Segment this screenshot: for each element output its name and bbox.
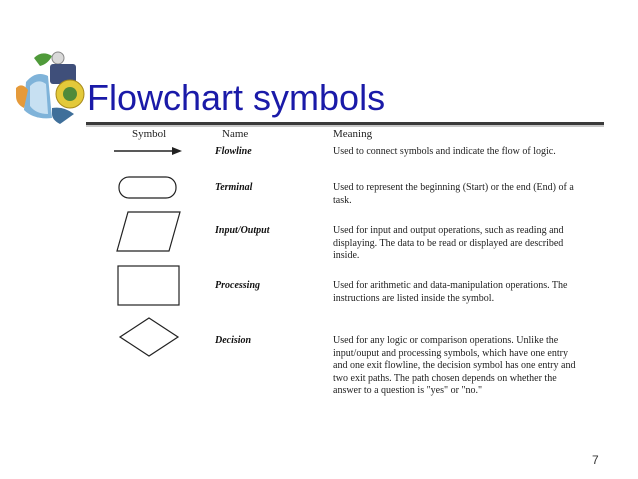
row-name-decision: Decision [215,335,252,346]
input-output-parallelogram-icon [116,211,182,253]
column-header-symbol: Symbol [132,128,167,140]
terminal-rounded-rect-icon [118,176,178,200]
row-meaning-terminal: Used to represent the beginning (Start) or the end (End) of a task. [333,182,574,206]
row-meaning-input-output: Used for input and output operations, such as reading and displaying. The data to be read or displayed are described inside. [333,225,564,262]
column-header-meaning: Meaning [333,128,373,140]
page-number: 7 [592,453,599,467]
header-rule-shadow [86,125,604,127]
processing-rectangle-icon [117,265,181,307]
flowline-arrow-icon [112,144,184,158]
row-name-terminal: Terminal [215,182,253,193]
decorative-logo-icon [12,48,92,126]
row-name-input-output: Input/Output [215,225,270,236]
slide-title: Flowchart symbols [87,77,386,118]
column-header-name: Name [222,128,249,140]
row-name-processing: Processing [215,280,260,291]
row-meaning-processing: Used for arithmetic and data-manipulation operations. The instructions are listed inside the symbol. [333,280,568,304]
row-name-flowline: Flowline [215,146,252,157]
row-meaning-flowline: Used to connect symbols and indicate the flow of logic. [333,146,556,157]
decision-diamond-icon [118,317,180,357]
row-meaning-decision: Used for any logic or comparison operations. Unlike the input/ouput and processing symbols, which have one entry and one exit flowline, the decision symbol has one entry and two exit paths. The path chosen depends on whether the answer to a question is "yes" or "no." [333,335,576,397]
